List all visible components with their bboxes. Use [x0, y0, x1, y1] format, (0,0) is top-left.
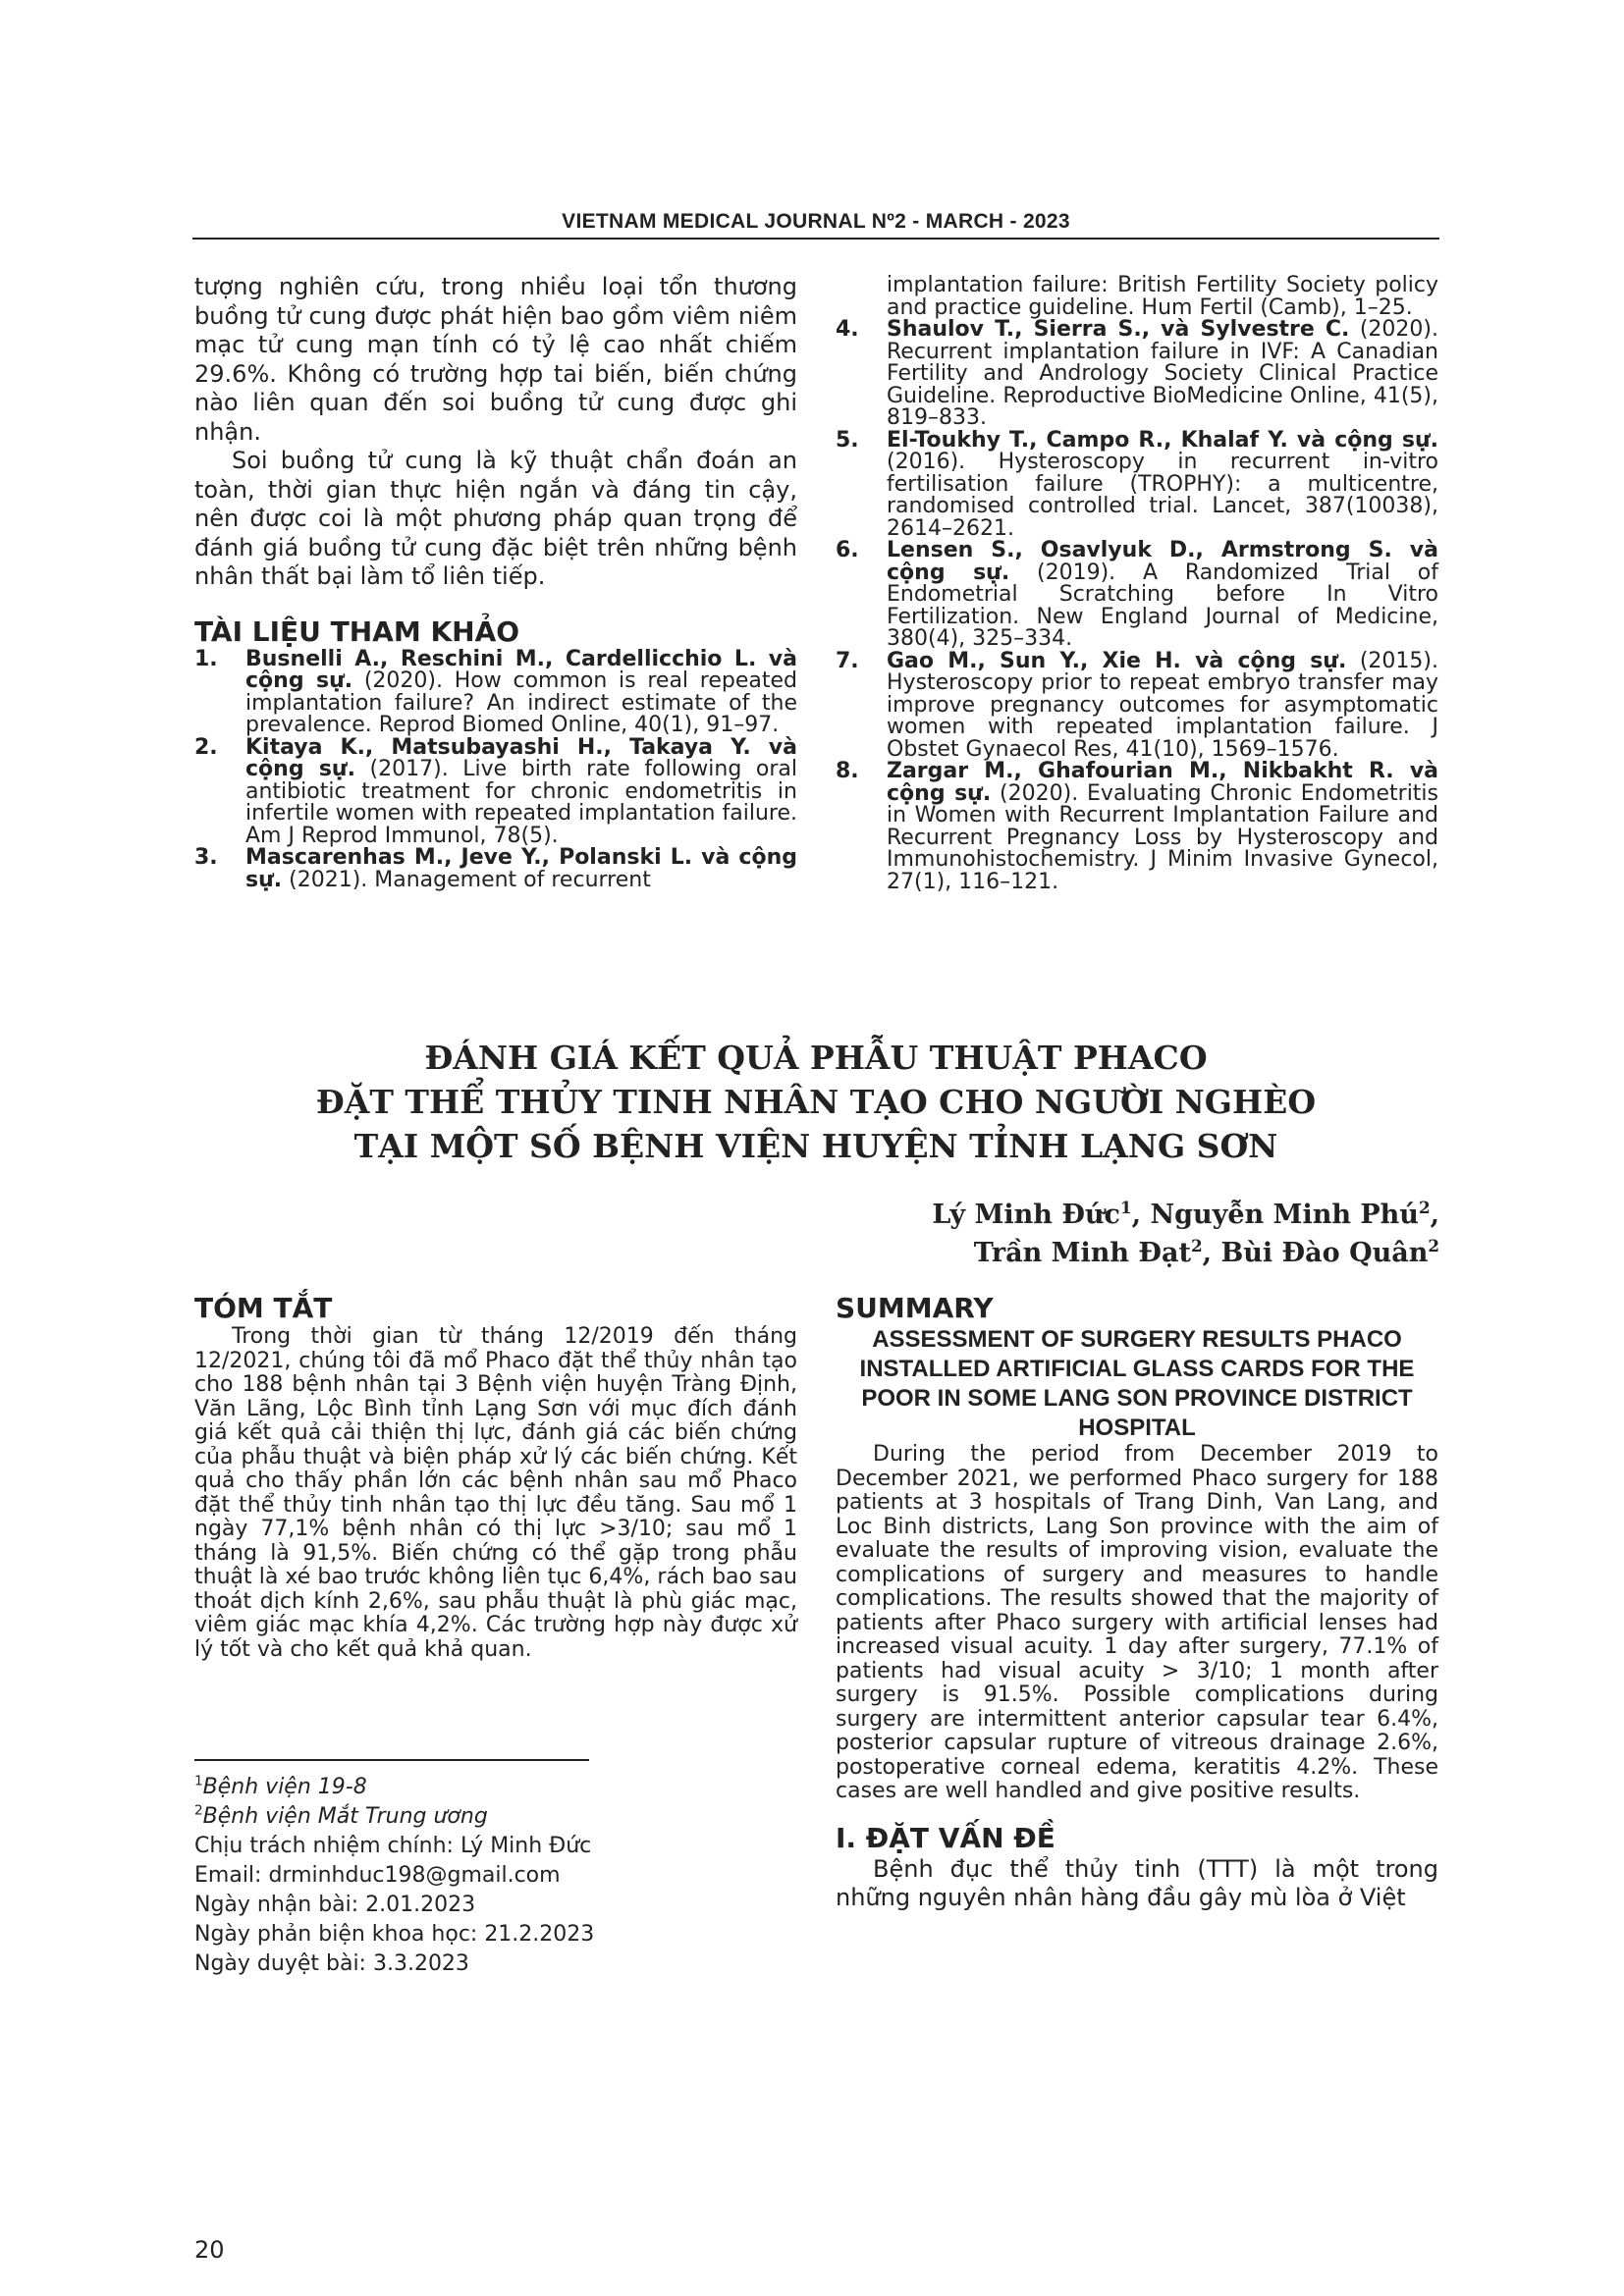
reference-authors: Mascarenhas M., Jeve Y., Polanski L. và cộng sự. — [245, 845, 797, 892]
reference-details: (2017). Live birth rate following oral antibiotic treatment for chronic endometritis in infertile women with repeated implantation failure. Am J Reprod Immunol, 78(5). — [245, 757, 797, 848]
reference-details: (2016). Hysteroscopy in recurrent in-vitro fertilisation failure (TROPHY): a multicentre, randomised controlled trial. Lancet, 387(10038), 2614–2621. — [887, 450, 1438, 541]
reference-authors: Busnelli A., Reschini M., Cardellicchio L. và cộng sự. — [245, 646, 797, 693]
reference-continuation: implantation failure: British Fertility Society policy and practice guideline. Hum Fertil (Camb), 1–25. — [887, 273, 1438, 320]
affiliation-marker: 2 — [1190, 1236, 1203, 1255]
title-line: TẠI MỘT SỐ BỆNH VIỆN HUYỆN TỈNH LẠNG SƠN — [353, 1127, 1278, 1165]
reference-details: (2015). Hysteroscopy prior to repeat embryo transfer may improve pregnancy outcomes for asymptomatic women with repeated implantation failure. J Obstet Gynaecol Res, 41(10), 1569–1576. — [887, 648, 1438, 762]
reference-item — [836, 540, 1438, 651]
reference-authors: Gao M., Sun Y., Xie H. và cộng sự. — [887, 648, 1347, 673]
affiliation-marker: 2 — [1418, 1198, 1431, 1217]
running-header: VIETNAM MEDICAL JOURNAL Nº2 - MARCH - 2023 — [562, 210, 1070, 233]
reference-details: (2019). A Randomized Trial of Endometrial Scratching before In Vitro Fertilization. New England Journal of Medicine, 380(4), 325–334. — [887, 560, 1438, 651]
reference-authors: Kitaya K., Matsubayashi H., Takaya Y. và cộng sự. — [245, 734, 797, 781]
reference-authors: El-Toukhy T., Campo R., Khalaf Y. và cộng sự. — [887, 427, 1438, 453]
date-received: Ngày nhận bài: 2.01.2023 — [194, 1893, 476, 1917]
reference-authors: Zargar M., Ghafourian M., Nikbakht R. và cộng sự. — [887, 759, 1438, 806]
footnote-affiliation — [194, 1773, 797, 1802]
title-line: ĐẶT THỂ THỦY TINH NHÂN TẠO CHO NGƯỜI NGHÈO — [315, 1083, 1317, 1121]
author-list — [932, 1196, 1439, 1272]
introduction-text: Bệnh đục thể thủy tinh (TTT) là một trong những nguyên nhân hàng đầu gây mù lòa ở Việt — [836, 1854, 1438, 1911]
summary-text: During the period from December 2019 to December 2021, we performed Phaco surgery for 188 patients at 3 hospitals of Trang Dinh, Van Lang, and Loc Binh districts, Lang Son province with the aim of evaluate the results of improving vision, evaluate the complications of surgery and measures to handle complications. The results showed that the majority of patients after Phaco surgery with artificial lenses had increased visual acuity. 1 day after surgery, 77.1% of patients had visual acuity > 3/10; 1 month after surgery is 91.5%. Possible complications during surgery are intermittent anterior capsular tear 6.4%, posterior capsular rupture of vitreous drainage 2.6%, postoperative corneal edema, keratitis 4.2%. These cases are well handled and give positive results. — [836, 1442, 1438, 1803]
reference-item — [836, 319, 1438, 430]
reference-authors: Lensen S., Osavlyuk D., Armstrong S. và cộng sự. — [887, 538, 1438, 585]
author-line — [932, 1196, 1439, 1234]
contact-email: Email: drminhduc198@gmail.com — [194, 1863, 561, 1888]
title-line: ĐÁNH GIÁ KẾT QUẢ PHẪU THUẬT PHACO — [424, 1039, 1208, 1077]
references-heading: TÀI LIỆU THAM KHẢO — [194, 614, 520, 648]
reference-number: 4. — [836, 317, 859, 342]
body-paragraph: Soi buồng tử cung là kỹ thuật chẩn đoán an toàn, thời gian thực hiện ngắn và đáng tin cậy, nên được coi là một phương pháp quan trọng để đánh giá buồng tử cung đặc biệt trên những bệnh nhân thất bại làm tổ liên tiếp. — [194, 447, 797, 590]
footnotes — [194, 1773, 797, 1979]
reference-number: 5. — [836, 427, 859, 453]
author-name: Bùi Đào Quân — [1220, 1238, 1429, 1268]
article-title — [192, 1036, 1439, 1168]
previous-article-right-column — [836, 275, 1438, 893]
abstract-text: Trong thời gian từ tháng 12/2019 đến tháng 12/2021, chúng tôi đã mổ Phaco đặt thể thủy nhân tạo cho 188 bệnh nhân tại 3 Bệnh viện huyện Tràng Định, Văn Lãng, Lộc Bình tỉnh Lạng Sơn với mục đích đánh giá kết quả cải thiện thị lực, đánh giá các biến chứng của phẫu thuật và biện pháp xử lý các biến chứng. Kết quả cho thấy phần lớn các bệnh nhân sau mổ Phaco đặt thể thủy tinh nhân tạo thị lực đều tăng. Sau mổ 1 ngày 77,1% bệnh nhân có thị lực >3/10; sau mổ 1 tháng là 91,5%. Biến chứng có thể gặp trong phẫu thuật là xé bao trước không liên tục 6,4%, rách bao sau thoát dịch kính 2,6%, sau phẫu thuật là phù giác mạc, viêm giác mạc khía 4,2%. Các trường hợp này được xử lý tốt và cho kết quả khả quan. — [194, 1324, 797, 1662]
corresponding-author: Chịu trách nhiệm chính: Lý Minh Đức — [194, 1834, 592, 1858]
date-reviewed: Ngày phản biện khoa học: 21.2.2023 — [194, 1922, 595, 1947]
affiliation-name: Bệnh viện 19-8 — [202, 1775, 367, 1799]
reference-number: 8. — [836, 759, 859, 783]
abstract-heading: TÓM TẮT — [194, 1292, 333, 1324]
author-separator: , — [1202, 1238, 1221, 1268]
reference-item — [836, 761, 1438, 893]
introduction-heading: I. ĐẶT VẤN ĐỀ — [836, 1821, 1056, 1854]
reference-authors: Shaulov T., Sierra S., và Sylvestre C. — [887, 317, 1350, 342]
author-separator: , — [1430, 1200, 1439, 1230]
author-name: Lý Minh Đức — [932, 1200, 1120, 1230]
reference-number: 2. — [194, 734, 218, 760]
affiliation-marker: 1 — [1120, 1198, 1132, 1217]
summary-heading: SUMMARY — [836, 1292, 994, 1324]
footnote-rule — [194, 1759, 589, 1761]
summary-title: ASSESSMENT OF SURGERY RESULTS PHACO INSTALLED ARTIFICIAL GLASS CARDS FOR THE POOR IN SOME LANG SON PROVINCE DISTRICT HOSPITAL — [859, 1326, 1415, 1441]
body-paragraph: tượng nghiên cứu, trong nhiều loại tổn thương buồng tử cung được phát hiện bao gồm viêm niêm mạc tử cung mạn tính có tỷ lệ cao nhất chiếm 29.6%. Không có trường hợp tai biến, biến chứng nào liên quan đến soi buồng tử cung được ghi nhận. — [194, 273, 797, 446]
date-approved: Ngày duyệt bài: 3.3.2023 — [194, 1951, 469, 1976]
footnote-affiliation — [194, 1802, 797, 1832]
reference-number: 3. — [194, 845, 218, 870]
author-separator: , — [1131, 1200, 1151, 1230]
affiliation-marker: 2 — [1428, 1236, 1439, 1255]
reference-number: 7. — [836, 648, 859, 673]
summary-english — [836, 1292, 1438, 1913]
abstract-vietnamese — [194, 1292, 797, 1662]
reference-number: 6. — [836, 538, 859, 562]
reference-details: (2020). Evaluating Chronic Endometritis in Women with Recurrent Implantation Failure and Recurrent Pregnancy Loss by Hysteroscopy and Immunohistochemistry. J Minim Invasive Gynecol, 27(1), 116–121. — [887, 780, 1439, 894]
reference-item — [836, 648, 1438, 762]
affiliation-name: Bệnh viện Mắt Trung ương — [202, 1804, 488, 1829]
reference-details: (2021). Management of recurrent — [282, 867, 651, 892]
author-name: Trần Minh Đạt — [973, 1238, 1191, 1268]
author-line — [932, 1234, 1439, 1272]
reference-item — [836, 427, 1438, 541]
previous-article-left-column — [194, 273, 797, 891]
reference-details: (2020). How common is real repeated implantation failure? An indirect estimate of the prevalence. Reprod Biomed Online, 40(1), 91–97. — [245, 668, 797, 737]
affiliation-marker: 1 — [194, 1773, 203, 1789]
reference-item — [194, 646, 797, 737]
reference-number: 1. — [194, 646, 218, 671]
affiliation-marker: 2 — [194, 1802, 203, 1819]
page-number: 20 — [194, 2236, 225, 2264]
reference-item — [194, 734, 797, 848]
author-name: Nguyễn Minh Phú — [1150, 1200, 1419, 1230]
reference-item — [194, 847, 797, 891]
header-rule — [192, 238, 1439, 240]
reference-details: (2020). Recurrent implantation failure in IVF: A Canadian Fertility and Andrology Society Clinical Practice Guideline. Reproductive BioMedicine Online, 41(5), 819–833. — [887, 317, 1438, 430]
